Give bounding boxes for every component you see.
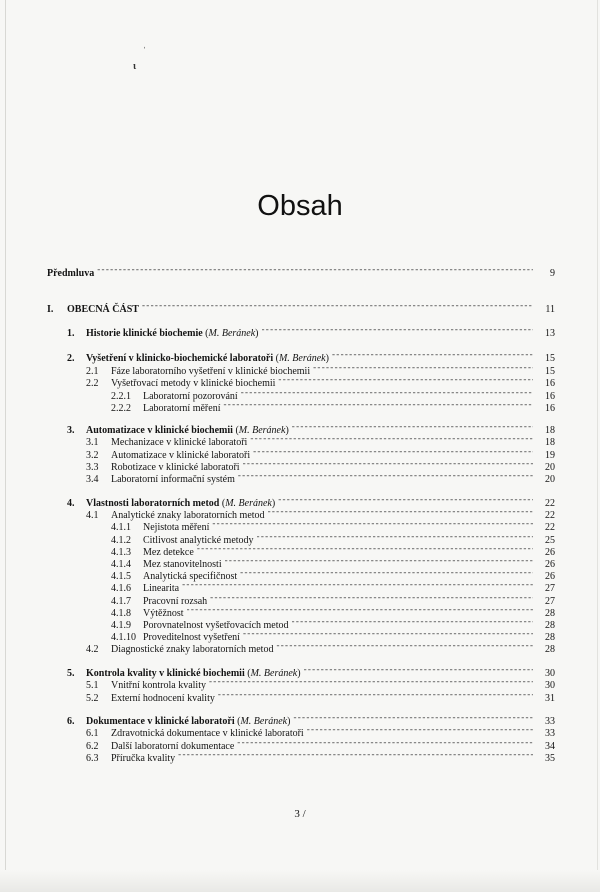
toc-dot-leader: [332, 348, 533, 361]
toc-entry-page: 20: [545, 474, 555, 485]
toc-entry-author: M. Beránek: [238, 425, 286, 436]
toc-entry-number: 6.: [67, 716, 75, 727]
toc-dot-leader: [307, 723, 533, 736]
toc-entry-number: 3.1: [86, 437, 99, 448]
toc-entry-number: 3.4: [86, 474, 99, 485]
toc-entry-page: 28: [545, 608, 555, 619]
toc-entry: [86, 639, 555, 655]
toc-entry-page: 33: [545, 728, 555, 739]
toc-entry: [111, 578, 555, 594]
toc-entry-number: 2.1: [86, 366, 99, 377]
toc-entry: [86, 675, 555, 691]
toc-dot-leader: [209, 675, 533, 688]
toc-entry-author: M. Beránek: [208, 328, 256, 339]
toc-entry-label: Pracovní rozsah: [143, 596, 208, 607]
toc-entry-number: 3.3: [86, 462, 99, 473]
toc-dot-leader: [178, 748, 533, 761]
toc-entry-number: 5.1: [86, 680, 99, 691]
toc-entry: [86, 432, 555, 448]
toc-entry-label: Automatizace v klinické laboratoři: [111, 450, 251, 461]
toc-entry-label: Automatizace v klinické biochemii (M. Beránek): [86, 425, 289, 436]
toc-entry-label: Externí hodnocení kvality: [111, 693, 215, 704]
toc-entry-page: 18: [545, 425, 555, 436]
toc-entry-label: Analytická specifičnost: [143, 571, 238, 582]
toc-entry-author: M. Beránek: [278, 353, 326, 364]
toc-entry-number: 5.: [67, 668, 75, 679]
toc-entry-number: 3.2: [86, 450, 99, 461]
toc-dot-leader: [223, 398, 533, 411]
toc-entry-author: M. Beránek: [225, 498, 272, 509]
toc-entry-number: 2.2.2: [111, 403, 131, 414]
toc-entry-page: 26: [545, 547, 555, 558]
toc-entry: [47, 299, 555, 315]
toc-entry: [111, 398, 555, 414]
toc-entry: [86, 688, 555, 704]
toc-dot-leader: [250, 432, 533, 445]
toc-entry-page: 35: [545, 753, 555, 764]
toc-entry-page: 34: [545, 741, 555, 752]
toc-entry-page: 15: [545, 353, 555, 364]
toc-entry-number: 6.1: [86, 728, 99, 739]
page-title: Obsah: [257, 190, 343, 222]
toc-entry-label: Citlivost analytické metody: [143, 535, 254, 546]
toc-entry-label: Další laboratorní dokumentace: [111, 741, 235, 752]
toc-entry-label: Nejistota měření: [143, 522, 210, 533]
toc-entry-number: 4.1.8: [111, 608, 131, 619]
page-edge-right: [597, 0, 598, 892]
toc-entry: [67, 323, 555, 339]
toc-entry-number: 4.1.9: [111, 620, 131, 631]
toc-dot-leader: [218, 688, 533, 701]
toc-entry-label: Vnitřní kontrola kvality: [111, 680, 206, 691]
toc-entry-label: Laboratorní informační systém: [111, 474, 235, 485]
toc-entry-number: I.: [47, 304, 54, 315]
toc-dot-leader: [278, 373, 533, 386]
toc-entry-number: 4.1: [86, 510, 99, 521]
toc-entry: [111, 517, 555, 533]
toc-entry-label: Porovnatelnost vyšetřovacích metod: [143, 620, 289, 631]
toc-entry-page: 31: [545, 693, 555, 704]
toc-entry: [86, 373, 555, 389]
toc-dot-leader: [276, 639, 533, 652]
toc-entry-page: 22: [545, 498, 555, 509]
toc-entry-label: Kontrola kvality v klinické biochemii (M. Beránek): [86, 668, 301, 679]
toc-entry-page: 33: [545, 716, 555, 727]
toc-entry-page: 18: [545, 437, 555, 448]
toc-entry-page: 16: [545, 378, 555, 389]
toc-entry: [86, 469, 555, 485]
toc-entry-label: Vyšetření v klinicko-biochemické laboratoři (M. Beránek): [86, 353, 329, 364]
toc-entry-page: 26: [545, 571, 555, 582]
page-number: 3 /: [294, 808, 306, 820]
toc-entry-page: 22: [545, 522, 555, 533]
toc-entry-label: Proveditelnost vyšetření: [143, 632, 240, 643]
toc-entry-page: 13: [545, 328, 555, 339]
toc-entry-author: M. Beránek: [250, 668, 298, 679]
toc-entry-number: 6.2: [86, 741, 99, 752]
toc-entry-label: Mez stanovitelnosti: [143, 559, 222, 570]
toc-dot-leader: [238, 469, 533, 482]
toc-entry-label: Laboratorní měření: [143, 403, 221, 414]
toc-entry-number: 2.2.1: [111, 391, 131, 402]
toc-entry-number: 5.2: [86, 693, 99, 704]
toc-entry-page: 9: [550, 268, 555, 279]
toc-dot-leader: [182, 578, 533, 591]
toc-entry-label: Fáze laboratorního vyšetření v klinické biochemii: [111, 366, 311, 377]
toc-entry-number: 4.1.5: [111, 571, 131, 582]
toc-entry-page: 15: [545, 366, 555, 377]
toc-entry-label: OBECNÁ ČÁST: [67, 304, 139, 315]
toc-entry-page: 11: [545, 304, 555, 315]
toc-entry-page: 30: [545, 668, 555, 679]
toc-entry-number: 4.1.1: [111, 522, 131, 533]
toc-entry-page: 19: [545, 450, 555, 461]
toc-entry-label: Vlastnosti laboratorních metod (M. Beránek): [86, 498, 276, 509]
toc-entry: [47, 263, 555, 279]
toc-entry-page: 28: [545, 632, 555, 643]
toc-entry-label: Mez detekce: [143, 547, 194, 558]
toc-entry: [86, 748, 555, 764]
toc-entry-label: Výtěžnost: [143, 608, 184, 619]
toc-dot-leader: [212, 517, 533, 530]
toc-entry-label: Laboratorní pozorování: [143, 391, 238, 402]
page-edge-left: [5, 0, 6, 892]
toc-entry-page: 25: [545, 535, 555, 546]
toc-entry-label: Mechanizace v klinické laboratoři: [111, 437, 248, 448]
toc-entry-label: Diagnostické znaky laboratorních metod: [111, 644, 274, 655]
toc-entry-number: 2.2: [86, 378, 99, 389]
toc-entry-page: 28: [545, 644, 555, 655]
toc-entry-page: 27: [545, 583, 555, 594]
toc-dot-leader: [142, 299, 533, 312]
toc-entry-number: 4.1.7: [111, 596, 131, 607]
toc-entry-label: Analytické znaky laboratorních metod: [111, 510, 265, 521]
toc-entry-number: 4.1.3: [111, 547, 131, 558]
toc-entry-label: Příručka kvality: [111, 753, 176, 764]
toc-entry-label: Vyšetřovací metody v klinické biochemii: [111, 378, 276, 389]
toc-entry-label: Linearita: [143, 583, 180, 594]
toc-entry-number: 1.: [67, 328, 75, 339]
toc-entry-number: 4.1.6: [111, 583, 131, 594]
toc-entry-number: 3.: [67, 425, 75, 436]
toc-entry-label: Dokumentace v klinické laboratoři (M. Beránek): [86, 716, 291, 727]
toc-entry-number: 4.: [67, 498, 75, 509]
toc-entry-page: 27: [545, 596, 555, 607]
toc-entry-page: 22: [545, 510, 555, 521]
toc-entry-page: 20: [545, 462, 555, 473]
toc-entry-label: Předmluva: [47, 268, 95, 279]
toc-entry-label: Zdravotnická dokumentace v klinické laboratoři: [111, 728, 304, 739]
toc-entry: [86, 723, 555, 739]
scan-bottom-shadow: [0, 870, 600, 892]
toc-entry-label: Historie klinické biochemie (M. Beránek): [86, 328, 259, 339]
toc-entry-number: 4.1.10: [111, 632, 136, 643]
toc-entry-number: 2.: [67, 353, 75, 364]
toc-entry-page: 26: [545, 559, 555, 570]
toc-entry-number: 6.3: [86, 753, 99, 764]
toc-entry-page: 28: [545, 620, 555, 631]
toc-entry-page: 16: [545, 403, 555, 414]
toc-entry-number: 4.2: [86, 644, 99, 655]
toc-entry-number: 4.1.2: [111, 535, 131, 546]
toc-entry: [67, 348, 555, 364]
toc-entry-author: M. Beránek: [240, 716, 288, 727]
toc-entry-page: 30: [545, 680, 555, 691]
scan-speck: ˈ: [143, 46, 147, 57]
toc-entry-label: Robotizace v klinické laboratoři: [111, 462, 240, 473]
toc-dot-leader: [262, 323, 534, 336]
toc-entry-page: 16: [545, 391, 555, 402]
toc-dot-leader: [97, 263, 533, 276]
toc-entry-number: 4.1.4: [111, 559, 131, 570]
scan-speck: ι: [133, 61, 137, 72]
